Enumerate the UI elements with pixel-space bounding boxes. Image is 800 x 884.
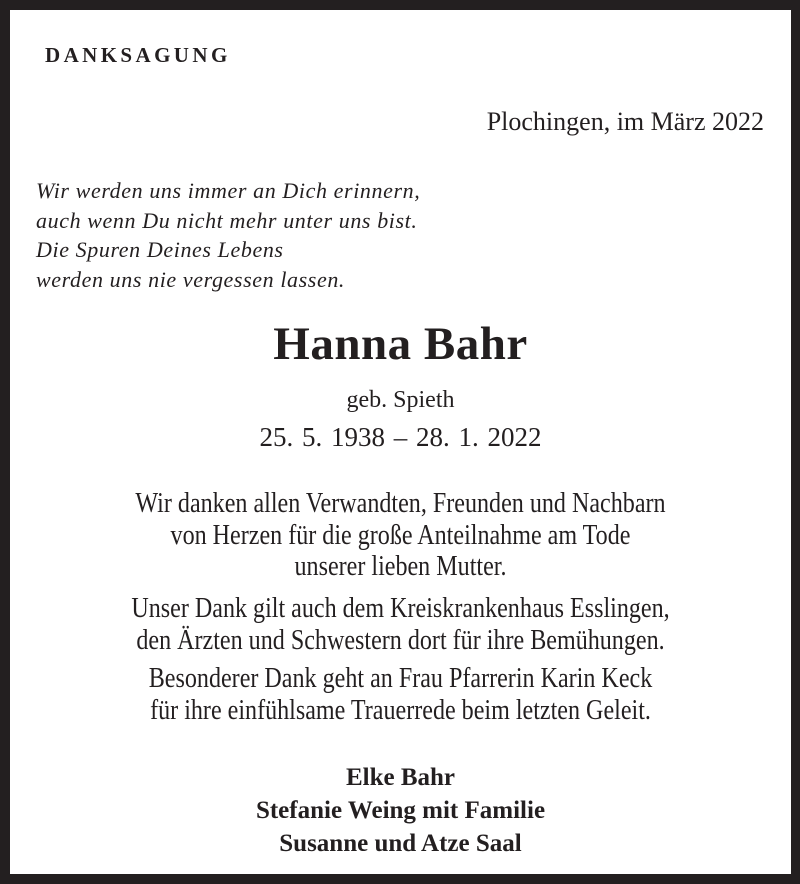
paragraph-line: für ihre einfühlsame Trauerrede beim letzten Geleit. — [150, 694, 651, 726]
signers-list — [10, 761, 791, 860]
signer: Elke Bahr — [345, 764, 456, 791]
poem-line: Die Spuren Deines Lebens — [36, 237, 284, 262]
signer: Susanne und Atze Saal — [279, 830, 522, 857]
deceased-name: Hanna Bahr — [273, 318, 528, 370]
paragraph-line: unserer lieben Mutter. — [294, 551, 507, 582]
poem-line: Wir werden uns immer an Dich erinnern, — [36, 178, 421, 203]
life-dates: 25. 5. 1938 – 28. 1. 2022 — [259, 422, 542, 452]
paragraph-line: Wir danken allen Verwandten, Freunden und Nachbarn — [135, 488, 666, 519]
paragraph-line: den Ärzten und Schwestern dort für ihre Bemühungen. — [136, 624, 665, 656]
paragraph-line: Unser Dank gilt auch dem Kreiskrankenhaus Esslingen, — [131, 593, 670, 624]
paragraph-line: von Herzen für die große Anteilnahme am Tode — [170, 519, 631, 551]
thanks-paragraph-family — [10, 488, 791, 583]
thanks-paragraph-hospital — [10, 593, 791, 656]
paragraph-line: Besonderer Dank geht an Frau Pfarrerin Karin Keck — [148, 663, 653, 694]
notice-heading: DANKSAGUNG — [45, 43, 231, 67]
place-and-date: Plochingen, im März 2022 — [486, 107, 764, 136]
poem-line: auch wenn Du nicht mehr unter uns bist. — [36, 207, 418, 233]
memorial-poem — [36, 176, 420, 294]
poem-line: werden uns nie vergessen lassen. — [36, 266, 346, 292]
thanks-paragraph-pastor — [10, 663, 791, 726]
signer: Stefanie Weing mit Familie — [255, 797, 546, 824]
maiden-name: geb. Spieth — [346, 387, 455, 413]
